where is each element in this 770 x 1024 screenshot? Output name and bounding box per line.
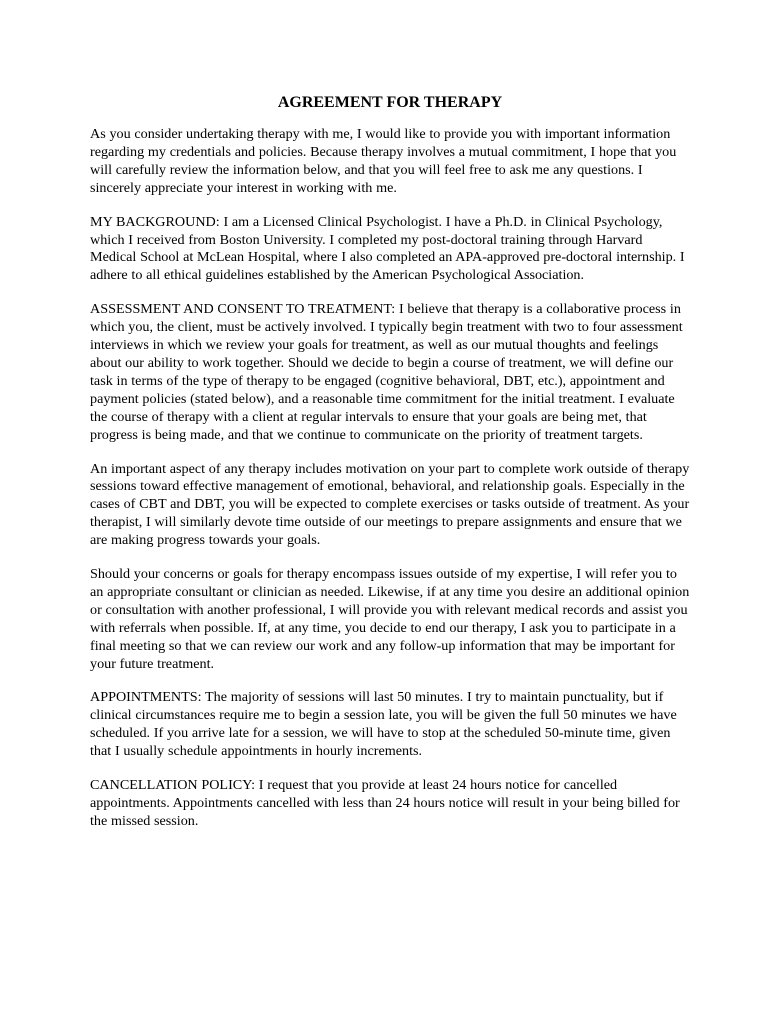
paragraph-appointments: APPOINTMENTS: The majority of sessions will last 50 minutes. I try to maintain punctuality, but if clinical circumstances require me to begin a session late, you will be given the full 50 minutes we have scheduled. If you arrive late for a session, we will have to stop at the scheduled 50-minute time, given that I usually schedule appointments in hourly increments. — [90, 689, 677, 760]
paragraph-background: MY BACKGROUND: I am a Licensed Clinical Psychologist. I have a Ph.D. in Clinical Psychology, which I received from Boston University. I completed my post-doctoral training through Harvard Medical School at McLean Hospital, where I also completed an APA-approved pre-doctoral internship. I adhere to all ethical guidelines established by the American Psychological Association. — [90, 213, 685, 284]
paragraph-motivation: An important aspect of any therapy includes motivation on your part to complete work outside of therapy sessions toward effective management of emotional, behavioral, and relationship goals. Especially in the cases of CBT and DBT, you will be expected to complete exercises or tasks outside of treatment. As your therapist, I will similarly devote time outside of our meetings to prepare assignments and ensure that we are making progress towards your goals. — [90, 460, 690, 549]
paragraph-assessment-consent: ASSESSMENT AND CONSENT TO TREATMENT: I believe that therapy is a collaborative process in which you, the client, must be actively involved. I typically begin treatment with two to four assessment interviews in which we review your goals for treatment, as well as our mutual thoughts and feelings about our ability to work together. Should we decide to begin a course of treatment, we will define our task in terms of the type of therapy to be engaged (cognitive behavioral, DBT, etc.), appointment and payment policies (stated below), and a reasonable time commitment for the initial treatment. I evaluate the course of therapy with a client at regular intervals to ensure that your goals are being met, that progress is being made, and that we continue to communicate on the priority of treatment targets. — [90, 301, 683, 443]
paragraph-cancellation-policy: CANCELLATION POLICY: I request that you provide at least 24 hours notice for cancelled appointments. Appointments cancelled with less than 24 hours notice will result in your being billed for the missed session. — [90, 777, 680, 829]
document-body — [90, 93, 690, 847]
paragraph-introduction: As you consider undertaking therapy with me, I would like to provide you with important information regarding my credentials and policies. Because therapy involves a mutual commitment, I hope that you will carefully review the information below, and that you will feel free to ask me any questions. I sincerely appreciate your interest in working with me. — [90, 126, 677, 196]
document-title: AGREEMENT FOR THERAPY — [277, 94, 503, 111]
paragraph-referrals: Should your concerns or goals for therapy encompass issues outside of my expertise, I will refer you to an appropriate consultant or clinician as needed. Likewise, if at any time you desire an additional opinion or consultation with another professional, I will provide you with relevant medical records and assist you with referrals when possible. If, at any time, you decide to end our therapy, I ask you to participate in a final meeting so that we can review our work and any follow-up information that may be important for your future treatment. — [90, 566, 690, 672]
